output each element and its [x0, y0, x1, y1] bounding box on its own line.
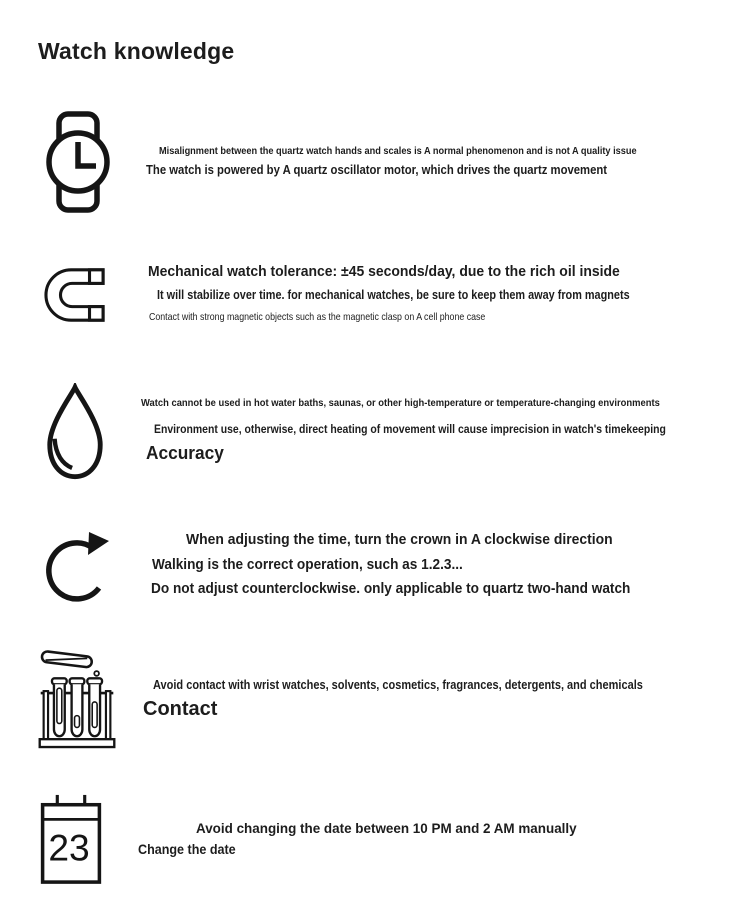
page-title: Watch knowledge: [38, 38, 235, 64]
calendar-icon: [38, 792, 104, 886]
date-sub-text: Change the date: [138, 842, 236, 857]
magnet-sub-text: It will stabilize over time. for mechanical watches, be sure to keep them away from magnets: [157, 288, 630, 302]
accuracy-sub-text: Environment use, otherwise, direct heating of movement will cause imprecision in watch's timekeeping: [154, 422, 666, 436]
calendar-day-number: 23: [48, 826, 90, 869]
contact-note: Avoid contact with wrist watches, solvents, cosmetics, fragrances, detergents, and chemicals: [153, 678, 643, 692]
accuracy-heading: Accuracy: [146, 443, 224, 463]
crown-warning-text: Do not adjust counterclockwise. only applicable to quartz two-hand watch: [151, 581, 631, 597]
contact-heading: Contact: [143, 698, 218, 720]
wristwatch-icon: [45, 111, 111, 213]
water-drop-icon: [42, 383, 108, 481]
accuracy-note: Watch cannot be used in hot water baths, saunas, or other high-temperature or temperature-changing environments: [141, 398, 660, 409]
magnet-icon: [44, 265, 106, 325]
quartz-note: Misalignment between the quartz watch hands and scales is A normal phenomenon and is not A quality issue: [159, 146, 637, 157]
quartz-main-text: The watch is powered by A quartz oscillator motor, which drives the quartz movement: [146, 162, 608, 177]
clockwise-arrow-icon: [43, 527, 115, 611]
magnet-main-text: Mechanical watch tolerance: ±45 seconds/day, due to the rich oil inside: [148, 263, 620, 280]
magnet-note: Contact with strong magnetic objects such as the magnetic clasp on A cell phone case: [149, 311, 486, 323]
test-tubes-icon: [38, 645, 116, 749]
crown-sub-text: Walking is the correct operation, such as 1.2.3...: [152, 557, 463, 573]
date-main-text: Avoid changing the date between 10 PM and 2 AM manually: [196, 820, 577, 836]
crown-main-text: When adjusting the time, turn the crown in A clockwise direction: [186, 532, 613, 548]
